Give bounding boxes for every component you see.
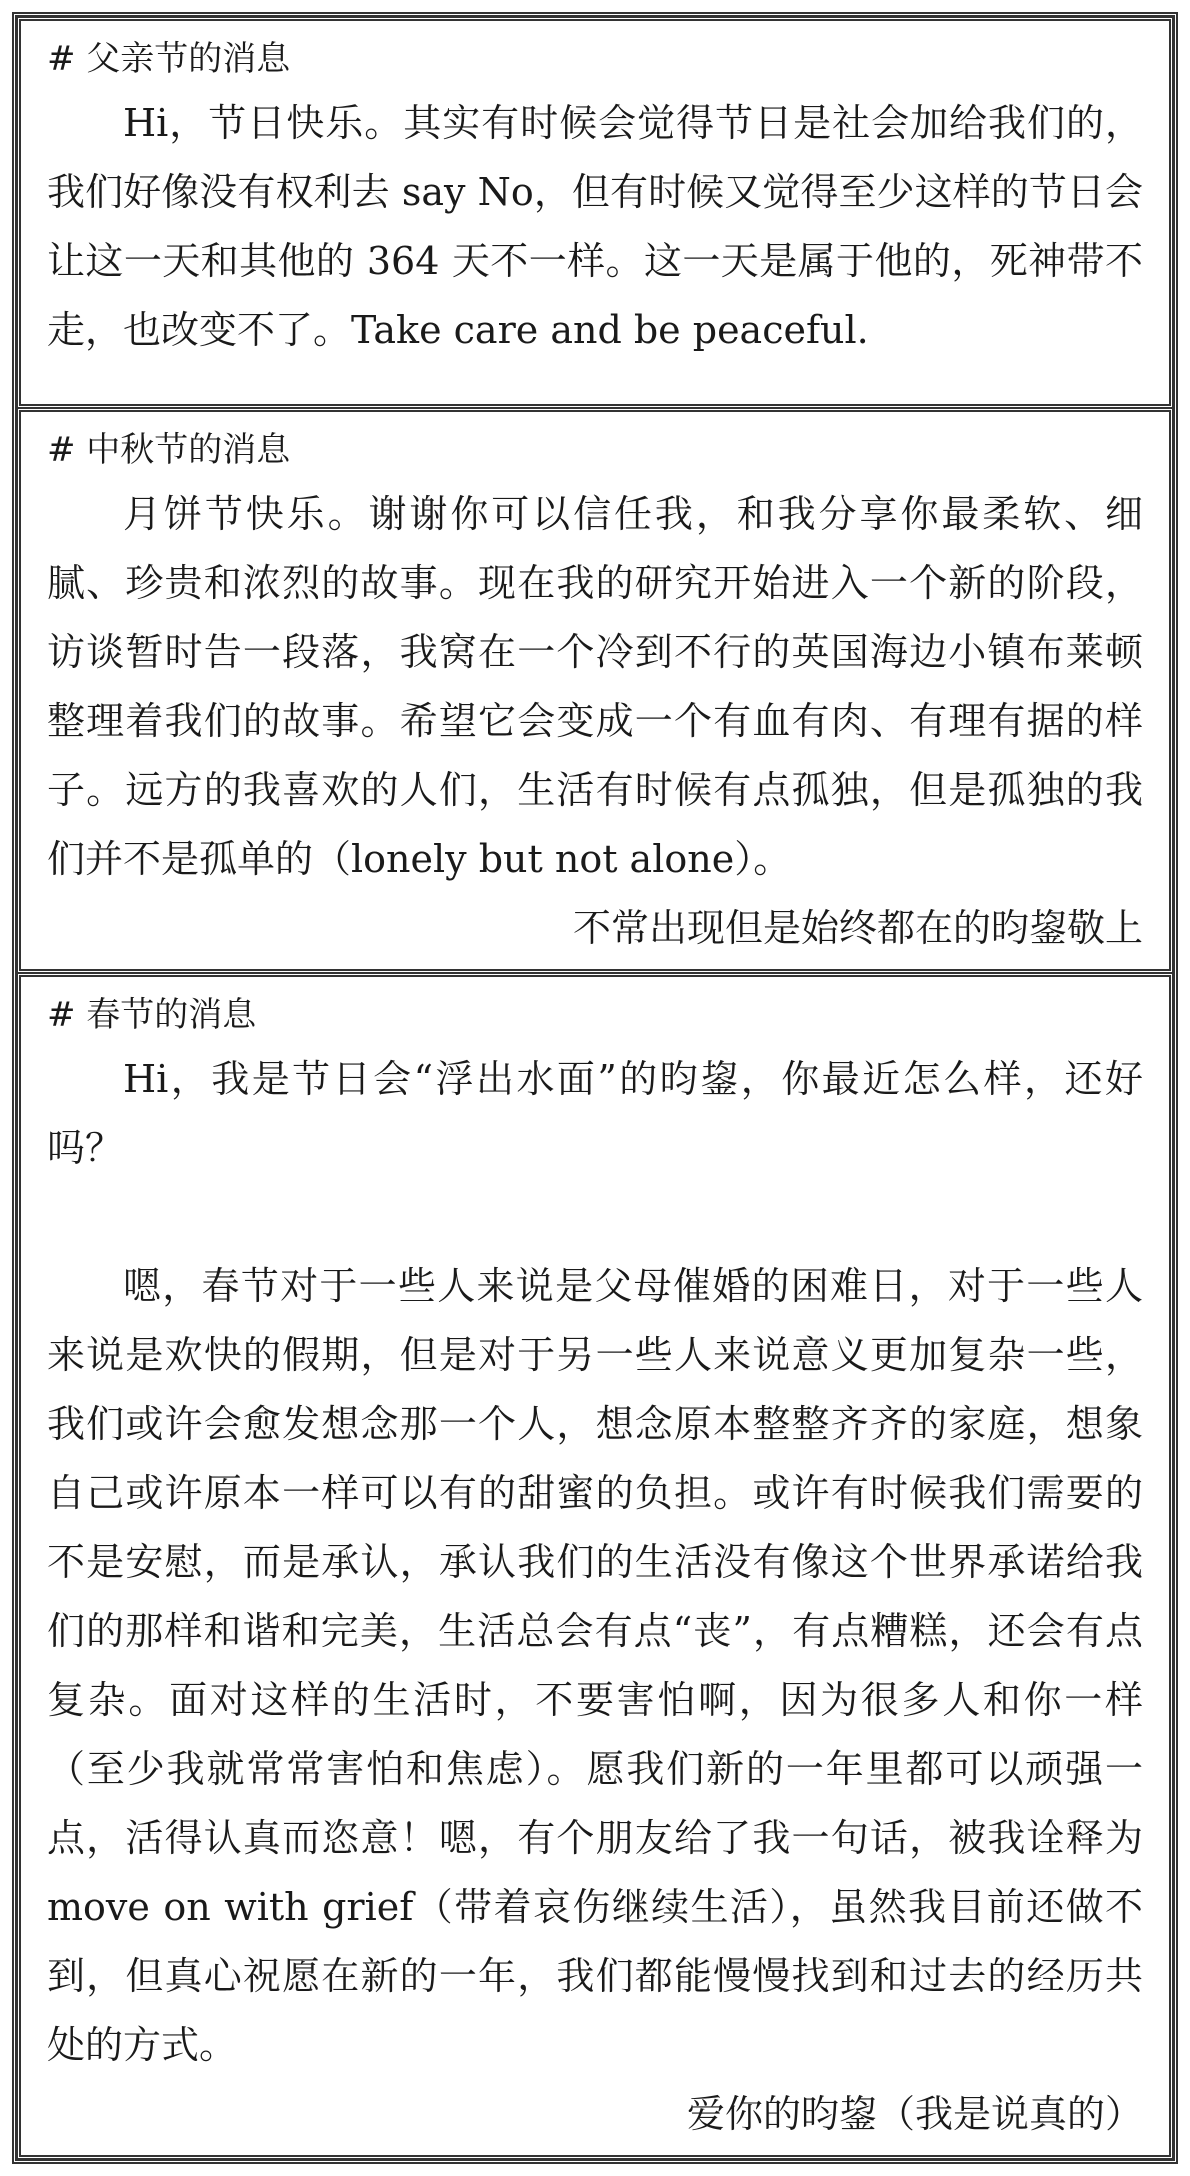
blank-line [47, 1183, 1143, 1252]
section-mid-autumn [16, 407, 1174, 974]
section-paragraph: Hi，节日快乐。其实有时候会觉得节日是社会加给我们的，我们好像没有权利去 say No，但有时候又觉得至少这样的节日会让这一天和其他的 364 天不一样。这一天是属于他的，死神带不走，也改变不了。Take care and be peaceful. [47, 101, 1143, 352]
section-title: # 父亲节的消息 [47, 39, 291, 79]
section-title: # 中秋节的消息 [47, 430, 291, 470]
section-paragraph: 嗯，春节对于一些人来说是父母催婚的困难日，对于一些人来说是欢快的假期，但是对于另一些人来说意义更加复杂一些，我们或许会愈发想念那一个人，想念原本整整齐齐的家庭，想象自己或许原本一样可以有的甜蜜的负担。或许有时候我们需要的不是安慰，而是承认，承认我们的生活没有像这个世界承诺给我们的那样和谐和完美，生活总会有点“丧”，有点糟糕，还会有点复杂。面对这样的生活时，不要害怕啊，因为很多人和你一样（至少我就常常害怕和焦虑）。愿我们新的一年里都可以顽强一点，活得认真而恣意！嗯，有个朋友给了我一句话，被我诠释为 move on with grief（带着哀伤继续生活），虽然我目前还做不到，但真心祝愿在新的一年，我们都能慢慢找到和过去的经历共处的方式。 [47, 1264, 1143, 2067]
section-paragraph: Hi，我是节日会“浮出水面”的昀鋆，你最近怎么样，还好吗？ [47, 1057, 1143, 1170]
signature: 爱你的昀鋆（我是说真的） [686, 2092, 1143, 2136]
section-title: # 春节的消息 [47, 995, 257, 1035]
section-fathers-day [16, 16, 1174, 409]
section-paragraph: 月饼节快乐。谢谢你可以信任我，和我分享你最柔软、细腻、珍贵和浓烈的故事。现在我的研究开始进入一个新的阶段，访谈暂时告一段落，我窝在一个冷到不行的英国海边小镇布莱顿整理着我们的故事。希望它会变成一个有血有肉、有理有据的样子。远方的我喜欢的人们，生活有时候有点孤独，但是孤独的我们并不是孤单的（lonely but not alone）。 [47, 492, 1143, 881]
section-spring-festival [16, 972, 1174, 2160]
message-frame [12, 12, 1178, 2164]
signature: 不常出现但是始终都在的昀鋆敬上 [572, 906, 1143, 950]
